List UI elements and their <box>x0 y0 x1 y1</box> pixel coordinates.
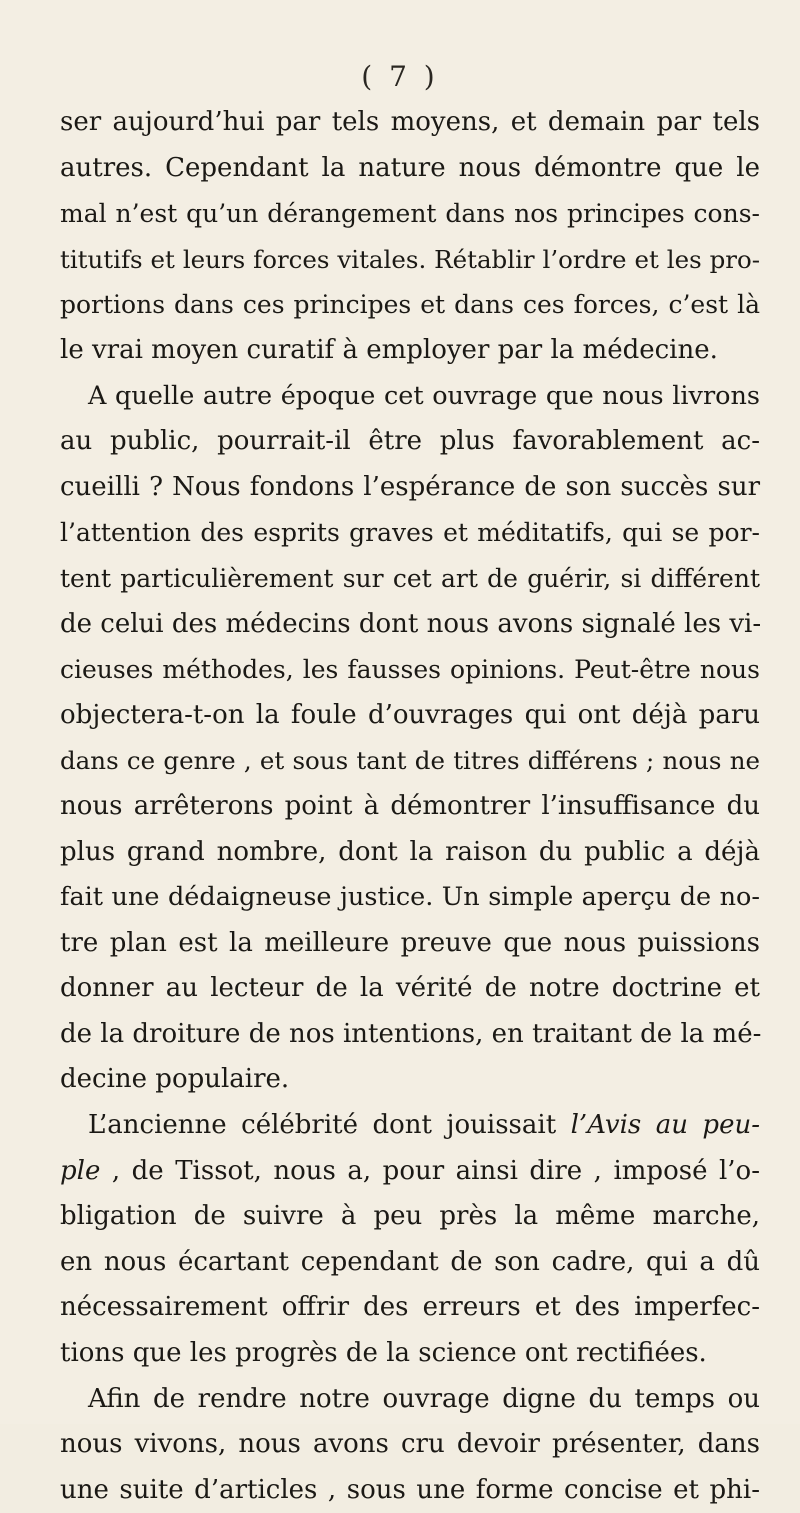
page-number: ( 7 ) <box>361 60 439 93</box>
text-line: au public, pourrait-il être plus favorablement ac- <box>60 426 760 457</box>
text-line: une suite d’articles , sous une forme concise et phi- <box>60 1474 760 1505</box>
text-line: portions dans ces principes et dans ces forces, c’est là <box>60 290 760 320</box>
text-line <box>60 1103 760 1149</box>
text-line: autres. Cependant la nature nous démontre que le <box>60 152 760 183</box>
paragraph <box>60 374 760 1104</box>
text-line <box>60 1149 760 1195</box>
book-title: ple <box>60 1155 101 1186</box>
text-line: fait une dédaigneuse justice. Un simple aperçu de no- <box>60 882 760 913</box>
text-run: L’ancienne célébrité dont jouissait <box>88 1110 571 1141</box>
text-line: A quelle autre époque cet ouvrage que nous livrons <box>88 380 760 411</box>
text-line: l’attention des esprits graves et méditatifs, qui se por- <box>60 518 760 548</box>
text-line: de la droiture de nos intentions, en traitant de la mé- <box>60 1018 762 1049</box>
text-line: cieuses méthodes, les fausses opinions. Peut-être nous <box>60 655 760 685</box>
text-line: tre plan est la meilleure preuve que nous puissions <box>60 927 760 958</box>
text-line: nous vivons, nous avons cru devoir présenter, dans <box>60 1429 760 1460</box>
paragraph <box>60 100 760 374</box>
book-title: l’Avis au peu- <box>570 1110 760 1141</box>
text-line: le vrai moyen curatif à employer par la médecine. <box>60 334 718 365</box>
text-line: nous arrêterons point à démontrer l’insuffisance du <box>60 790 760 821</box>
text-line: titutifs et leurs forces vitales. Rétablir l’ordre et les pro- <box>60 244 760 274</box>
text-line: de celui des médecins dont nous avons signalé les vi- <box>60 608 762 639</box>
text-line: mal n’est qu’un dérangement dans nos principes cons- <box>60 199 760 229</box>
text-line: dans ce genre , et sous tant de titres différens ; nous ne <box>60 746 760 776</box>
text-line: plus grand nombre, dont la raison du public a déjà <box>60 836 760 867</box>
text-run: , de Tissot, nous a, pour ainsi dire , imposé l’o- <box>100 1155 760 1186</box>
text-line: objectera-t-on la foule d’ouvrages qui ont déjà paru <box>60 699 760 730</box>
text-line: donner au lecteur de la vérité de notre doctrine et <box>60 973 760 1004</box>
paragraph <box>60 1103 760 1377</box>
text-line: nécessairement offrir des erreurs et des imperfec- <box>60 1292 760 1323</box>
body-text <box>60 100 760 1513</box>
text-line: decine populaire. <box>60 1064 290 1095</box>
text-line: Afin de rendre notre ouvrage digne du temps ou <box>88 1383 760 1414</box>
text-line: en nous écartant cependant de son cadre, qui a dû <box>60 1246 760 1277</box>
text-line: bligation de suivre à peu près la même marche, <box>60 1201 760 1232</box>
text-line: ser aujourd’hui par tels moyens, et demain par tels <box>60 107 760 137</box>
paragraph <box>60 1377 760 1513</box>
text-line: tent particulièrement sur cet art de guérir, si différent <box>60 563 760 593</box>
text-line: tions que les progrès de la science ont rectifiées. <box>60 1338 707 1369</box>
text-line: cueilli ? Nous fondons l’espérance de son succès sur <box>60 471 760 502</box>
